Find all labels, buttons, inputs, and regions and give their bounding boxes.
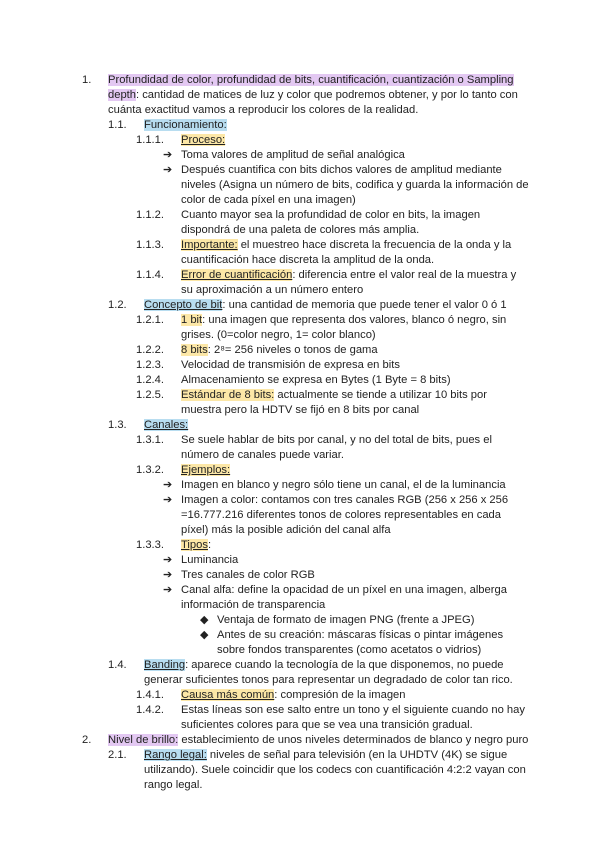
list-number: 2.1. <box>108 749 127 761</box>
bullet-text: Después cuantifica con bits dichos valores de amplitud mediante <box>181 164 502 176</box>
list-number: 1.3.3. <box>136 539 164 551</box>
list-item-line: muestra pero la HDTV se fijó en 8 bits por canal <box>181 404 420 416</box>
list-number: 1.2.2. <box>136 344 164 356</box>
list-number: 1.1.3. <box>136 239 164 251</box>
list-item-text: : cantidad de matices de luz y color que podremos obtener, y por lo tanto con <box>136 89 518 101</box>
highlighted-term: Importante: <box>181 239 238 251</box>
bullet-text: Imagen a color: contamos con tres canales RGB (256 x 256 x 256 <box>181 494 509 506</box>
list-item-line: número de canales puede variar. <box>181 449 344 461</box>
list-item <box>181 268 516 283</box>
list-item <box>181 133 225 148</box>
arrow-bullet-icon: ➔ <box>163 584 173 596</box>
highlighted-term: Error de cuantificación <box>181 269 293 281</box>
list-item-text: Cuanto mayor sea la profundidad de color en bits, la imagen <box>181 209 481 221</box>
list-item-text: Se suele hablar de bits por canal, y no del total de bits, pues el <box>181 434 492 446</box>
arrow-bullet-icon: ➔ <box>163 494 173 506</box>
list-item <box>181 343 378 358</box>
highlighted-term: Profundidad de color, profundidad de bits, cuantificación, cuantización o Sampling <box>108 74 514 86</box>
list-number: 1.4. <box>108 659 127 671</box>
bullet-text-line: =16.777.216 diferentes tonos de colores representables en cada <box>181 509 502 521</box>
list-item <box>181 313 506 328</box>
sub-bullet-text: Antes de su creación: máscaras físicas o pintar imágenes <box>217 629 504 641</box>
list-item <box>181 538 211 553</box>
list-number: 1.2.4. <box>136 374 164 386</box>
highlighted-term: Causa más común <box>181 689 275 701</box>
list-item-line: cuánta exactitud vamos a reproducir los colores de la realidad. <box>108 104 419 116</box>
list-item-text: Velocidad de transmisión de expresa en bits <box>181 359 400 371</box>
list-item-text: : una imagen que representa dos valores, blanco ó negro, sin <box>202 314 507 326</box>
list-item <box>181 238 511 253</box>
arrow-bullet-icon: ➔ <box>163 164 173 176</box>
bullet-text: Tres canales de color RGB <box>181 569 315 581</box>
list-item-text: niveles de señal para televisión (en la UHDTV (4K) se sigue <box>206 749 508 761</box>
highlighted-term: Ejemplos: <box>181 464 231 476</box>
list-item <box>181 388 487 403</box>
list-number: 1.2.1. <box>136 314 164 326</box>
bullet-text: Imagen en blanco y negro sólo tiene un canal, el de la luminancia <box>181 479 506 491</box>
bullet-text-line: color de cada píxel en una imagen) <box>181 194 356 206</box>
list-number: 1.2.3. <box>136 359 164 371</box>
list-item <box>144 118 227 133</box>
list-item-line: cuantificación hace discreta la amplitud de la onda. <box>181 254 435 266</box>
highlighted-term: Banding <box>144 659 186 671</box>
list-item <box>144 748 507 763</box>
list-item-text: : 2⁸= 256 niveles o tonos de gama <box>207 344 378 356</box>
list-item <box>144 658 504 673</box>
list-item <box>108 733 528 748</box>
highlighted-term: Canales: <box>144 419 189 431</box>
list-number: 2. <box>82 734 92 746</box>
sub-bullet-text: Ventaja de formato de imagen PNG (frente a JPEG) <box>217 614 475 626</box>
list-item-line: grises. (0=color negro, 1= color blanco) <box>181 329 376 341</box>
list-number: 1.4.1. <box>136 689 164 701</box>
list-number: 1.2. <box>108 299 127 311</box>
highlighted-term: Nivel de brillo: <box>108 734 179 746</box>
highlighted-term: Rango legal: <box>144 749 207 761</box>
list-item-line: suficientes colores para que se vea una transición gradual. <box>181 719 473 731</box>
bullet-text: Toma valores de amplitud de señal analógica <box>181 149 405 161</box>
list-item <box>181 463 230 478</box>
arrow-bullet-icon: ➔ <box>163 479 173 491</box>
list-item-line: utilizando). Suele coincidir que los codecs con cuantificación 4:2:2 vayan con <box>144 764 526 776</box>
highlighted-term: Concepto de bit <box>144 299 223 311</box>
list-number: 1.1. <box>108 119 127 131</box>
bullet-text: Canal alfa: define la opacidad de un píxel en una imagen, alberga <box>181 584 507 596</box>
list-item-text: actualmente se tiende a utilizar 10 bits por <box>274 389 487 401</box>
list-item <box>181 688 406 703</box>
highlighted-term: Tipos <box>181 539 208 551</box>
list-item-text: : una cantidad de memoria que puede tener el valor 0 ó 1 <box>222 299 507 311</box>
list-item-line: dispondrá de una paleta de colores más amplia. <box>181 224 420 236</box>
highlighted-term: 8 bits <box>181 344 208 356</box>
list-item-text: : <box>207 539 212 551</box>
list-number: 1.3.2. <box>136 464 164 476</box>
diamond-bullet-icon: ◆ <box>200 614 209 626</box>
list-item-line: rango legal. <box>144 779 203 791</box>
list-item <box>144 418 188 433</box>
list-item-line: generar suficientes tonos para representar un degradado de color tan rico. <box>144 674 513 686</box>
highlighted-term: depth <box>108 89 136 101</box>
list-number: 1.1.1. <box>136 134 164 146</box>
list-number: 1.3. <box>108 419 127 431</box>
bullet-text: Luminancia <box>181 554 239 566</box>
list-number: 1.4.2. <box>136 704 164 716</box>
list-item-text: Almacenamiento se expresa en Bytes (1 Byte = 8 bits) <box>181 374 451 386</box>
list-item <box>108 73 514 88</box>
list-number: 1.1.4. <box>136 269 164 281</box>
list-item-text: Estas líneas son ese salto entre un tono y el siguiente cuando no hay <box>181 704 525 716</box>
bullet-text-line: información de transparencia <box>181 599 326 611</box>
highlighted-term: Proceso: <box>181 134 226 146</box>
arrow-bullet-icon: ➔ <box>163 569 173 581</box>
list-item-text: : diferencia entre el valor real de la muestra y <box>292 269 517 281</box>
list-item-line: su aproximación a un número entero <box>181 284 364 296</box>
list-item-text: : aparece cuando la tecnología de la que disponemos, no puede <box>185 659 504 671</box>
arrow-bullet-icon: ➔ <box>163 554 173 566</box>
bullet-text-line: píxel) más la posible adición del canal alfa <box>181 524 391 536</box>
list-number: 1.3.1. <box>136 434 164 446</box>
list-number: 1.2.5. <box>136 389 164 401</box>
arrow-bullet-icon: ➔ <box>163 149 173 161</box>
highlighted-term: 1 bit <box>181 314 203 326</box>
list-number: 1.1.2. <box>136 209 164 221</box>
highlighted-term: Estándar de 8 bits: <box>181 389 275 401</box>
list-item-text: establecimiento de unos niveles determinados de blanco y negro puro <box>178 734 529 746</box>
bullet-text-line: niveles (Asigna un número de bits, codifica y guarda la información de <box>181 179 529 191</box>
list-item-line <box>108 88 518 103</box>
highlighted-term: Funcionamiento: <box>144 119 227 131</box>
sub-bullet-text-line: sobre fondos transparentes (como acetatos o vidrios) <box>217 644 482 656</box>
list-item-text: el muestreo hace discreta la frecuencia de la onda y la <box>237 239 512 251</box>
list-number: 1. <box>82 74 92 86</box>
diamond-bullet-icon: ◆ <box>200 629 209 641</box>
list-item <box>144 298 507 313</box>
list-item-text: : compresión de la imagen <box>274 689 406 701</box>
